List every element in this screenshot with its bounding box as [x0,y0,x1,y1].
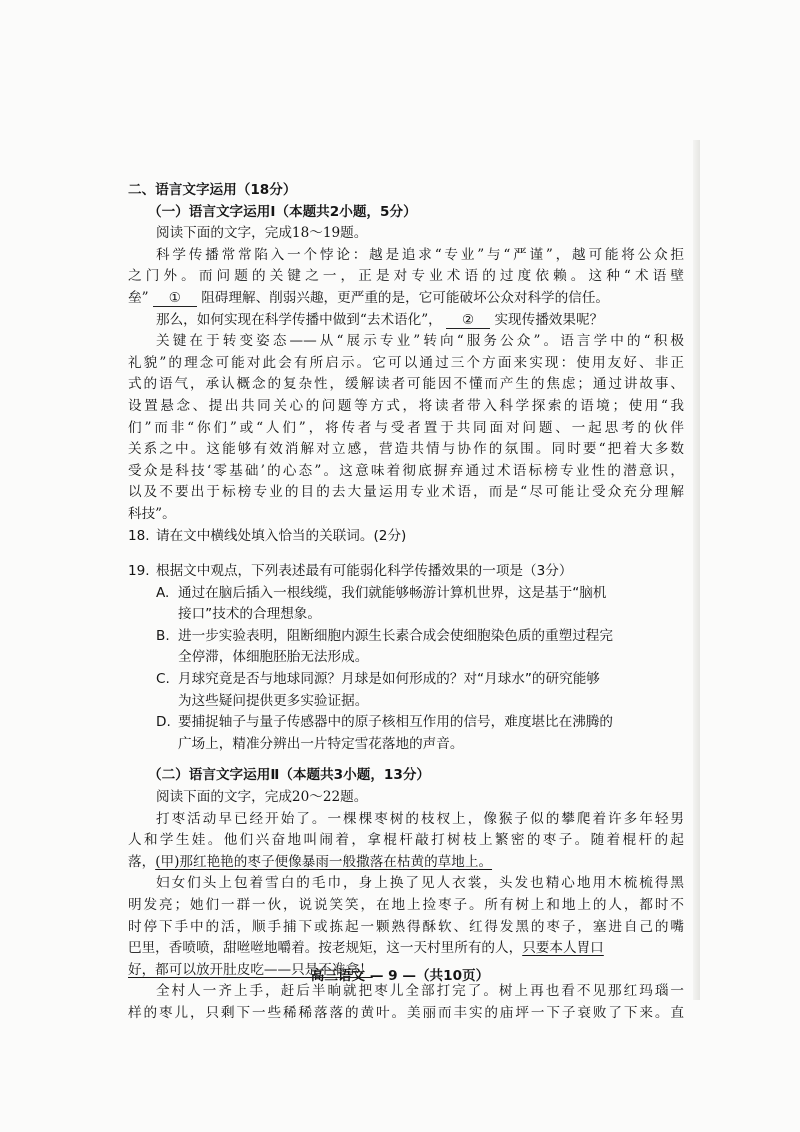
passage1-line: 礼貌”的理念可能对此会有所启示。它可以通过三个方面来实现：使用友好、非正 [128,354,684,371]
blank-2: ② [446,312,490,329]
passage2-line [128,938,684,960]
question-number: 19. [128,563,150,580]
passage1-line: 设置悬念、提出共同关心的问题等方式，将读者带入科学探索的语境；使用“我 [128,397,684,414]
question-18 [128,526,684,548]
question-text: 根据文中观点，下列表述最有可能弱化科学传播效果的一项是（3分） [156,563,573,580]
option-a [128,583,684,626]
passage1-line: 关系之中。这能够有效消解对立感，营造共情与协作的氛围。同时要“把着大多数 [128,441,684,458]
option-key: C. [156,671,170,688]
option-text: 要捕捉轴子与量子传感器中的原子核相互作用的信号，难度堪比在沸腾的 广场上，精准分辨出一片特定雪花落地的声音。 [178,714,613,752]
part2-instruction: 阅读下面的文字，完成20～22题。 [156,789,368,806]
passage2-line: 妇女们头上包着雪白的毛巾，身上换了见人衣裳，头发也精心地用木梳梳得黑 [156,875,684,892]
passage2-line: 时停下手中的活，顺手捕下或拣起一颗熟得酥软、红得发黑的枣子，塞进自己的嘴 [128,918,684,935]
option-d [128,712,684,755]
passage1-line [128,288,684,310]
passage2-line: 人和学生娃。他们兴奋地叫闹着，拿棍杆敲打树枝上繁密的枣子。随着棍杆的起 [128,832,684,849]
page-content [128,180,684,1025]
passage1-line: 以及不要出于标榜专业的目的去大量运用专业术语，而是“尽可能让受众充分理解 [128,484,684,501]
passage2-text: 巴里，香喷喷，甜咝咝地嚼着。按老规矩，这一天村里所有的人， [128,940,523,957]
option-key: D. [156,714,171,731]
spacer [128,755,684,765]
option-key: B. [156,627,170,644]
page-footer: 高三语文 — 9 —（共10页） [310,968,490,984]
passage1-line: 之门外。而问题的关键之一，正是对专业术语的过度依赖。这种“术语壁 [128,268,684,285]
option-text: 通过在脑后插入一根线缆，我们就能够畅游计算机世界，这是基于“脑机 接口”技术的合理想象。 [178,584,607,623]
passage2-line: 打枣活动早已经开始了。一棵棵枣树的枝杈上，像猴子似的攀爬着许多年轻男 [156,810,684,827]
part1-instruction: 阅读下面的文字，完成18～19题。 [156,225,368,242]
passage1-line: 科学传播常常陷入一个悖论：越是追求“专业”与“严谨”，越可能将公众拒 [156,246,684,263]
question-19 [128,561,684,583]
option-text: 月球究竟是否与地球同源？月球是如何形成的？对“月球水”的研究能够 为这些疑问提供更多实验证据。 [178,671,600,709]
part1-title: （一）语言文字运用Ⅰ（本题共2小题，5分） [148,203,417,220]
passage1-text: 实现传播效果呢？ [494,311,604,328]
answer-space [128,547,684,561]
passage2-line: 明发亮；她们一群一伙，说说笑笑，在地上捡枣子。所有树上和地上的人，都时不 [128,897,684,913]
passage2-line: 样的枣儿，只剩下一些稀稀落落的黄叶。美丽而丰实的庙坪一下子衰败了下来。直 [128,1004,684,1021]
question-number: 18. [128,527,150,544]
option-key: A. [156,584,170,601]
passage1-text: 垒” [128,289,149,306]
underlined-phrase: 只要本人胃口 [522,940,604,957]
passage2-line [128,852,684,874]
underlined-sentence-jia: (甲)那红艳艳的枣子便像暴雨一般撒落在枯黄的草地上。 [155,853,493,870]
passage1-line: 式的语气，承认概念的复杂性，缓解读者可能因不懂而产生的焦虑；通过讲故事、 [128,376,684,393]
passage1-line: 关键在于转变姿态——从“展示专业”转向“服务公众”。语言学中的“积极 [156,333,684,350]
underlined-phrase: 好，都可以放开肚皮吃——只是不准拿！ [128,961,373,978]
passage1-line: 科技”。 [128,505,176,522]
question-text: 请在文中横线处填入恰当的关联词。(2分) [156,527,407,544]
passage1-text: 阻碍理解、削弱兴趣，更严重的是，它可能破坏公众对科学的信任。 [201,289,610,306]
option-b [128,626,684,669]
section-title: 二、语言文字运用（18分） [128,182,297,198]
passage1-line: 们”而非“你们”或“人们”，将传者与受者置于共同面对问题、一起思考的伙伴 [128,419,684,436]
passage1-line [128,310,684,332]
part2-title: （二）语言文字运用Ⅱ（本题共3小题，13分） [148,767,431,784]
blank-1: ① [153,290,197,307]
option-text: 进一步实验表明，阻断细胞内源生长素合成会使细胞染色质的重塑过程完 全停滞，体细胞胚胎无法形成。 [178,627,613,666]
passage2-text: 落， [128,853,156,870]
passage2-line: 全村人一齐上手，赶后半晌就把枣儿全部打完了。树上再也看不见那红玛瑙一 [156,983,684,1000]
page-edge-shadow [693,140,700,1000]
passage1-line: 受众是科技‘零基础’的心态”。这意味着彻底摒弃通过术语标榜专业性的潜意识， [128,462,684,479]
passage1-text: 那么，如何实现在科学传播中做到“去术语化”， [156,311,442,328]
option-c [128,669,684,712]
